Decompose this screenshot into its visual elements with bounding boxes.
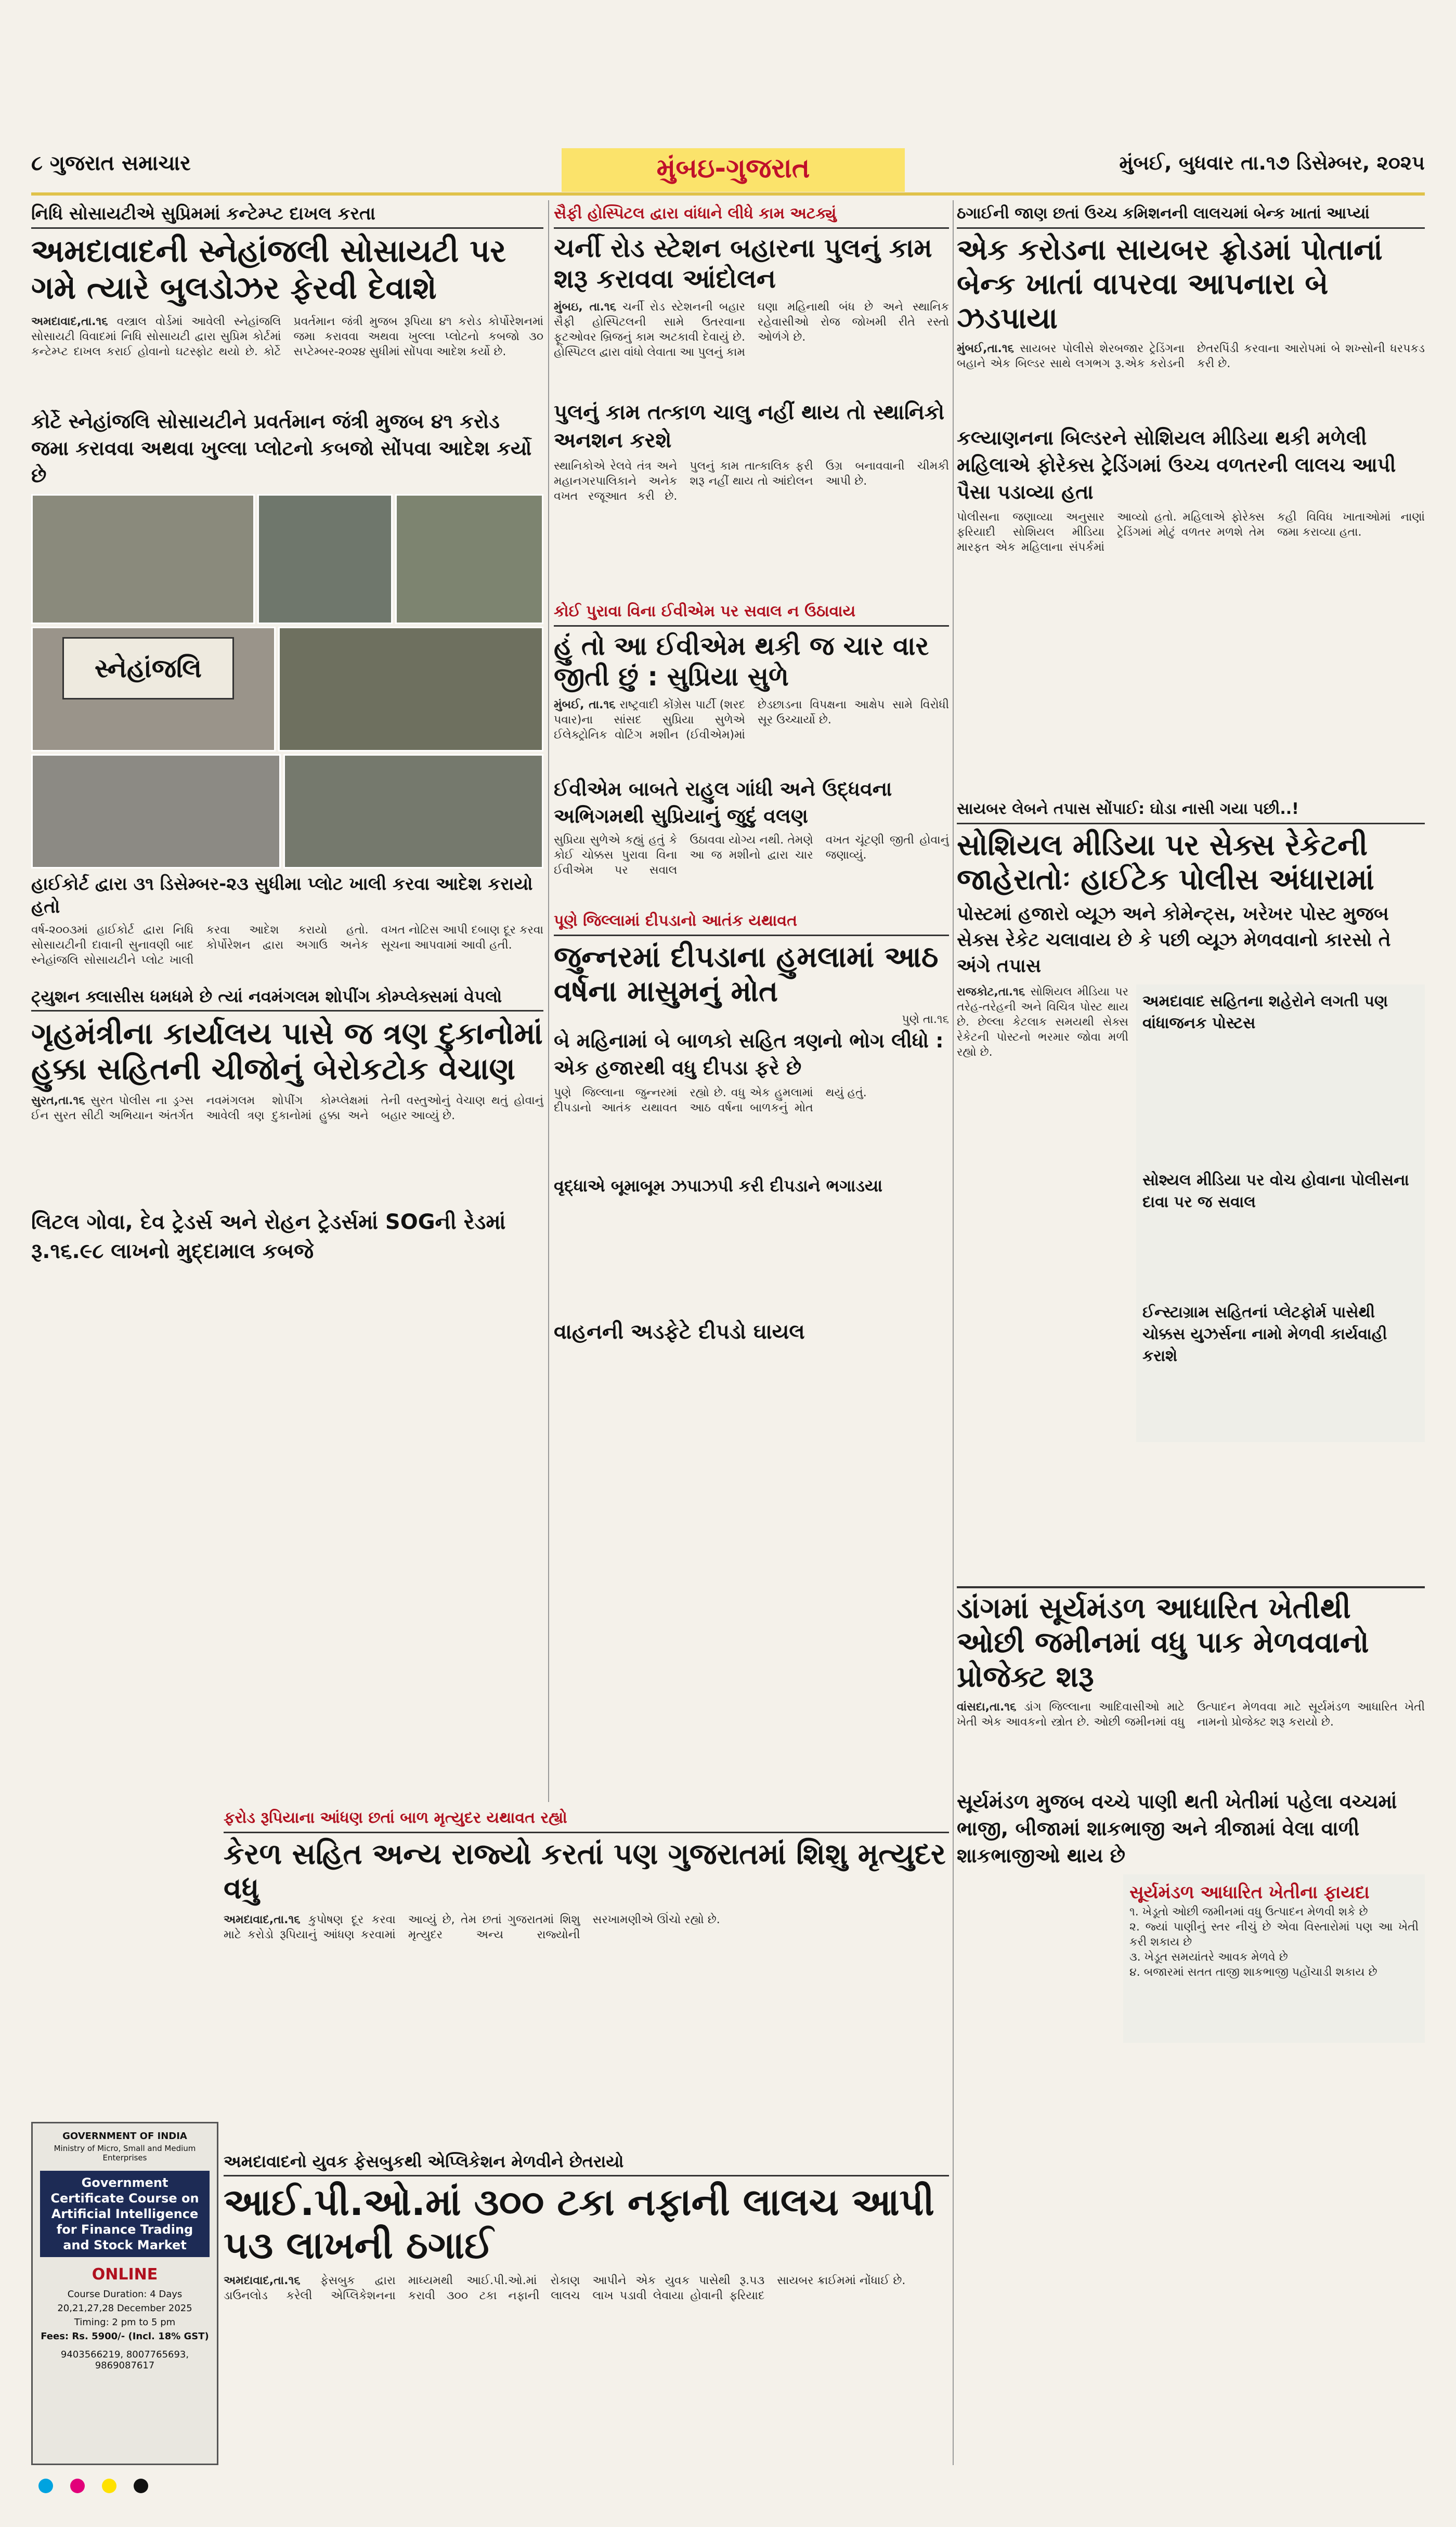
section-title: મુંબઇ-ગુજરાત xyxy=(562,148,905,192)
story-dang-farming xyxy=(957,1586,1425,2257)
benefit-item: ૨. જ્યાં પાણીનું સ્તર નીચું છે એવા વિસ્તારોમાં પણ આ ખેતી કરી શકાય છે xyxy=(1129,1921,1419,1949)
masthead-rule xyxy=(31,192,1425,196)
story-text: રાષ્ટ્રવાદી કોંગ્રેસ પાર્ટી (શરદ પવાર)ના સાંસદ સુપ્રિયા સુળેએ ઈલેક્ટ્રોનિક વોટિંગ મશીન (ઈવીએમ)માં છેડછાડના વિપક્ષના આક્ષેપ સામે વિરોધી સૂર ઉચ્ચાર્યો છે. xyxy=(554,698,949,742)
story-subhead: પોસ્ટમાં હજારો વ્યૂઝ અને કોમેન્ટ્સ, ખરેખર પોસ્ટ મુજબ સેક્સ રેકેટ ચલાવાય છે કે પછી વ્યૂઝ મેળવવાનો કારસો તે અંગે તપાસ xyxy=(957,903,1391,977)
box-title: સૂર્યમંડળ આધારિત ખેતીના ફાયદા xyxy=(1129,1882,1370,1903)
ad-contact[interactable]: 9403566219, 8007765693, 9869087617 xyxy=(60,2349,189,2371)
page-badge: ૮ ગુજરાત સમાચાર xyxy=(31,151,191,175)
story-text: સુરત પોલીસ ના ડ્રગ્સ ઈન સુરત સીટી અભિયાન અંતર્ગત નવમંગલમ શોપીંગ કોમ્પ્લેક્ષમાં આવેલી ત્રણ દુકાનોમાં હુક્કા અને તેની વસ્તુઓનું વેચાણ થતું હોવાનું બહાર આવ્યું છે. xyxy=(31,1094,543,1122)
story-body: પુણે જિલ્લાના જુન્નરમાં દીપડાનો આતંક યથાવત રહ્યો છે. વધુ એક હુમલામાં આઠ વર્ષના બાળકનું મોત થયું હતું. xyxy=(554,1086,867,1115)
story-body xyxy=(31,314,543,408)
story-body-2: સુપ્રિયા સુળેએ કહ્યું હતું કે કોઈ ચોક્કસ પુરાવા વિના ઈવીએમ પર સવાલ ઉઠાવવા યોગ્ય નથી. તેમણે આ જ મશીનો દ્વારા ચાર વખત ચૂંટણી જીતી હોવાનું જણાવ્યું. xyxy=(554,834,949,877)
story-headline: જુન્નરમાં દીપડાના હુમલામાં આઠ વર્ષના માસુમનું મોત xyxy=(554,940,939,1009)
ad-duration: Course Duration: 4 Days xyxy=(67,2289,183,2300)
story-supriya-sule xyxy=(554,598,949,900)
story-subhead: સૂર્યમંડળ મુજબ વચ્ચે પાણી થતી ખેતીમાં પહેલા વચ્ચમાં ભાજી, બીજામાં શાકભાજી અને ત્રીજામાં વેલા વાળી શાકભાજીઓ થાય છે xyxy=(957,1790,1397,1868)
ad-ministry: Ministry of Micro, Small and Medium Enterprises xyxy=(54,2144,196,2162)
story-kicker: ફરોડ રૂપિયાના આંધણ છતાં બાળ મૃત્યુદર યથાવત રહ્યો xyxy=(224,1805,949,1833)
story-social-media-racket xyxy=(957,796,1425,1581)
ad-mode: ONLINE xyxy=(92,2265,158,2284)
ad-fee: Fees: Rs. 5900/- (Incl. 18% GST) xyxy=(41,2331,209,2342)
story-subhead: પુલનું કામ તત્કાળ ચાલુ નહીં થાય તો સ્થાનિકો અનશન કરશે xyxy=(554,400,945,452)
story-text: સાયબર પોલીસે શેરબજાર ટ્રેડિંગના બહાને એક બિલ્ડર સાથે લગભગ રૂ.એક કરોડની છેતરપિંડી કરવાના આરોપમાં બે શખ્સોની ધરપકડ કરી છે. xyxy=(957,342,1425,371)
story-body xyxy=(554,697,949,775)
story-dateline: પુણે તા.૧૬ xyxy=(902,1013,949,1027)
benefit-item: ૧. ખેડૂતો ઓછી જમીનમાં વધુ ઉત્પાદન મેળવી શકે છે xyxy=(1129,1906,1368,1919)
story-body xyxy=(957,1700,1425,1788)
box-subhead: સોશ્યલ મીડિયા પર વોચ હોવાના પોલીસના દાવા પર જ સવાલ xyxy=(1142,1171,1409,1212)
masthead xyxy=(31,148,1425,195)
benefit-item: ૪. બજારમાં સતત તાજી શાકભાજી પહોંચાડી શકાય છે xyxy=(1129,1966,1377,1979)
story-kicker: કોઈ પુરાવા વિના ઈવીએમ પર સવાલ ન ઉઠાવાય xyxy=(554,598,949,627)
story-dateline: મુંબઈ,તા.૧૬ xyxy=(957,342,1014,356)
story-body xyxy=(554,300,949,398)
story-dateline: મુંબઇ, તા.૧૬ xyxy=(554,301,617,314)
photo-collage xyxy=(31,494,543,869)
story-body xyxy=(224,1912,949,1942)
black-dot xyxy=(134,2479,148,2493)
story-dateline: અમદાવાદ,તા.૧૬ xyxy=(224,2274,301,2287)
photo-plot xyxy=(31,754,281,869)
photo-road xyxy=(395,494,543,624)
story-body xyxy=(957,341,1425,424)
story-headline: કેરળ સહિત અન્ય રાજ્યો કરતાં પણ ગુજરાતમાં શિશુ મૃત્યુદર વધુ xyxy=(224,1837,946,1906)
benefits-box xyxy=(1123,1874,1425,2043)
ad-title: Government Certificate Course on Artificial Intelligence for Finance Trading and Stock Market xyxy=(40,2171,210,2257)
story-headline: અમદાવાદની સ્નેહાંજલી સોસાયટી પર ગમે ત્યારે બુલડોઝર ફેરવી દેવાશે xyxy=(31,233,506,306)
story-dateline: સુરત,તા.૧૬ xyxy=(31,1094,85,1107)
story-headline: હું તો આ ઈવીએમ થકી જ ચાર વાર જીતી છું : સુપ્રિયા સુળે xyxy=(554,631,929,692)
story-kicker: સૈફી હોસ્પિટલ દ્વારા વાંધાને લીધે કામ અટક્યું xyxy=(554,200,949,229)
story-kicker: પૂણે જિલ્લામાં દીપડાનો આતંક યથાવત xyxy=(554,908,949,936)
story-subhead: બે મહિનામાં બે બાળકો સહિત ત્રણનો ભોગ લીધો : એક હજારથી વધુ દીપડા ફરે છે xyxy=(554,1029,944,1080)
ad-dates: 20,21,27,28 December 2025 xyxy=(57,2303,192,2314)
box-title: અમદાવાદ સહિતના શહેરોને લગતી પણ વાંધાજનક પોસ્ટસ xyxy=(1142,992,1388,1033)
story-body-2: સ્થાનિકોએ રેલવે તંત્ર અને મહાનગરપાલિકાને અનેક વખત રજૂઆત કરી છે. પુલનું કામ તાત્કાલિક ફરી શરૂ નહીં થાય તો આંદોલન ઉગ્ર બનાવવાની ચીમકી આપી છે. xyxy=(554,460,949,503)
story-headline: એક કરોડના સાયબર ફ્રોડમાં પોતાનાં બેન્ક ખાતાં વાપરવા આપનારા બે ઝડપાયા xyxy=(957,233,1383,336)
print-registration-marks xyxy=(31,2476,1425,2496)
story-ipo-fraud xyxy=(224,2148,949,2465)
cyan-dot xyxy=(38,2479,53,2493)
story-body xyxy=(31,1093,543,1208)
story-dateline: રાજકોટ,તા.૧૬ xyxy=(957,986,1025,999)
story-headline: ચર્ની રોડ સ્ટેશન બહારના પુલનું કામ શરૂ કરાવવા આંદોલન xyxy=(554,233,932,294)
story-hookah-shops xyxy=(31,983,543,1597)
ad-certificate-course[interactable] xyxy=(31,2122,218,2465)
story-columns xyxy=(957,984,1425,1442)
story-subhead: લિટલ ગોવા, દેવ ટ્રેડર્સ અને રોહન ટ્રેડર્સમાં SOGની રેડમાં રૂ.૧૬.૯૮ લાખનો મુદ્દામાલ કબજે xyxy=(31,1210,506,1263)
story-subhead: ઈવીએમ બાબતે રાહુલ ગાંધી અને ઉદ્ધવના અભિગમથી સુપ્રિયાનું જુદું વલણ xyxy=(554,777,892,827)
story-kicker: અમદાવાદનો યુવક ફેસબુકથી એપ્લિકેશન મેળવીને છેતરાયો xyxy=(224,2148,949,2176)
story-body xyxy=(957,984,1128,1442)
sidebar-box xyxy=(1136,984,1425,1442)
column-divider xyxy=(548,200,549,1802)
story-body xyxy=(224,2273,949,2303)
story-headline: ડાંગમાં સૂર્યમંડળ આધારિત ખેતીથી ઓછી જમીનમાં વધુ પાક મેળવવાનો પ્રોજેક્ટ શરૂ xyxy=(957,1586,1425,1694)
ad-timing: Timing: 2 pm to 5 pm xyxy=(74,2317,176,2328)
magenta-dot xyxy=(70,2479,85,2493)
yellow-dot xyxy=(102,2479,116,2493)
story-dateline: અમદાવાદ,તા.૧૬ xyxy=(31,315,108,328)
story-subhead-3: વાહનની અડફેટે દીપડો ઘાયલ xyxy=(554,1320,805,1344)
photo-houses xyxy=(257,494,393,624)
story-subhead-2: વૃદ્ધાએ બૂમાબૂમ ઝપાઝપી કરી દીપડાને ભગાડયા xyxy=(554,1176,883,1196)
story-body-2: પોલીસના જણાવ્યા અનુસાર ફરિયાદી સોશિયલ મીડિયા મારફત એક મહિલાના સંપર્કમાં આવ્યો હતો. મહિલાએ ફોરેક્સ ટ્રેડિંગમાં મોટું વળતર મળશે તેમ કહી વિવિધ ખાતાઓમાં નાણાં જમા કરાવ્યા હતા. xyxy=(957,511,1425,554)
story-text: સોશિયલ મીડિયા પર તરેહ-તરેહની અને વિચિત્ર પોસ્ટ થાય છે. છેલ્લા કેટલાક સમયથી સેક્સ રેકેટની પોસ્ટનો ભરમાર જોવા મળી રહ્યો છે. xyxy=(957,986,1128,1059)
story-leopard-attack xyxy=(554,908,949,1620)
story-subhead-2: હાઈકોર્ટ દ્વારા ૩૧ ડિસેમ્બર-૨૩ સુધીમા પ્લોટ ખાલી કરવા આદેશ કરાયો હતો xyxy=(31,873,533,917)
story-subhead: કોર્ટે સ્નેહાંજલિ સોસાયટીને પ્રવર્તમાન જંત્રી મુજબ ૪૧ કરોડ જમા કરાવવા અથવા ખુલ્લા પ્લોટનો કબજો સોંપવા આદેશ કર્યો છે xyxy=(31,409,532,487)
photo-residents xyxy=(278,627,543,751)
column-divider xyxy=(953,200,954,2465)
story-headline: ગૃહમંત્રીના કાર્યાલય પાસે જ ત્રણ દુકાનોમાં હુક્કા સહિતની ચીજોનું બેરોકટોક વેચાણ xyxy=(31,1016,543,1087)
story-charni-road xyxy=(554,200,949,595)
story-kicker: ઠગાઈની જાણ છતાં ઉચ્ચ કમિશનની લાલચમાં બેન્ક ખાતાં આપ્યાં xyxy=(957,200,1425,229)
story-dateline: વાંસદા,તા.૧૬ xyxy=(957,1701,1017,1714)
story-subhead: કલ્યાણનના બિલ્ડરને સોશિયલ મીડિયા થકી મળેલી મહિલાએ ફોરેક્સ ટ્રેડિંગમાં ઉચ્ચ વળતરની લાલચ આપી પૈસા પડાવ્યા હતા xyxy=(957,426,1396,504)
photo-meeting xyxy=(283,754,543,869)
box-subhead-2: ઈન્સ્ટાગ્રામ સહિતનાં પ્લેટફોર્મ પાસેથી ચોક્કસ યુઝર્સના નામો મેળવી કાર્યવાહી કરાશે xyxy=(1142,1303,1387,1366)
story-kicker: નિધિ સોસાયટીએ સુપ્રિમમાં કન્ટેમ્પ્ટ દાખલ કરતા xyxy=(31,200,543,229)
story-dateline: મુંબઈ, તા.૧૬ xyxy=(554,698,616,711)
story-snehanjali xyxy=(31,200,543,975)
issue-dateline: મુંબઈ, બુધવાર તા.૧૭ ડિસેમ્બર, ૨૦૨૫ xyxy=(1119,151,1425,174)
society-nameboard: સ્નેહાંજલિ xyxy=(62,637,234,699)
story-kicker: ટ્યુશન ક્લાસીસ ધમધમે છે ત્યાં નવમંગલમ શોપીંગ કોમ્પ્લેક્સમાં વેપલો xyxy=(31,983,543,1012)
story-headline: સોશિયલ મીડિયા પર સેક્સ રેકેટની જાહેરાતોઃ હાઈટેક પોલીસ અંધારામાં xyxy=(957,828,1374,897)
story-cyber-fraud xyxy=(957,200,1425,788)
story-body-2: વર્ષ-૨૦૦૩માં હાઈકોર્ટ દ્વારા નિધિ સોસાયટીની દાવાની સુનાવણી બાદ સ્નેહાંજલિ સોસાયટીને પ્લોટ ખાલી કરવા આદેશ કરાયો હતો. કોર્પોરેશન દ્વારા અગાઉ અનેક વખત નોટિસ આપી દબાણ દૂર કરવા સૂચના આપવામાં આવી હતી. xyxy=(31,923,543,967)
story-dateline: અમદાવાદ,તા.૧૬ xyxy=(224,1913,301,1927)
photo-street xyxy=(31,494,255,624)
story-text: કુપોષણ દૂર કરવા માટે કરોડો રૂપિયાનું આંધણ કરવામાં આવ્યું છે, તેમ છતાં ગુજરાતમાં શિશુ મૃત્યુદર અન્ય રાજ્યોની સરખામણીએ ઊંચો રહ્યો છે. xyxy=(224,1913,720,1942)
benefit-item: ૩. ખેડૂત સમયાંતરે આવક મેળવે છે xyxy=(1129,1951,1288,1964)
story-text: ફેસબુક દ્વારા ડાઉનલોડ કરેલી એપ્લિકેશનના માધ્યમથી આઈ.પી.ઓ.માં રોકાણ કરાવી ૩૦૦ ટકા નફાની લાલચ આપીને એક યુવક પાસેથી રૂ.૫૩ લાખ પડાવી લેવાયા હોવાની ફરિયાદ સાયબર ક્રાઈમમાં નોંધાઈ છે. xyxy=(224,2274,906,2302)
story-text: ચર્ની રોડ સ્ટેશનની બહાર સૈફી હોસ્પિટલની સામે ઉતરવાના ફૂટઓવર બ્રિજનું કામ અટકાવી દેવાયું છે. હોસ્પિટલ દ્વારા વાંધો લેવાતા આ પુલનું કામ ઘણા મહિનાથી બંધ છે અને સ્થાનિક રહેવાસીઓ રોજ જોખમી રીતે રસ્તો ઓળંગે છે. xyxy=(554,301,949,359)
ad-org: GOVERNMENT OF INDIA xyxy=(62,2131,187,2142)
story-infant-mortality xyxy=(224,1805,949,2137)
story-kicker: સાયબર લેબને તપાસ સોંપાઈ: ઘોડા નાસી ગયા પછી..! xyxy=(957,796,1425,824)
story-text: વસ્ત્રાલ વોર્ડમાં આવેલી સ્નેહાંજલિ સોસાયટી વિવાદમાં નિધિ સોસાયટી દ્વારા સુપ્રિમ કોર્ટમાં કન્ટેમ્પ્ટ દાખલ કરાઈ હોવાનો ઘટસ્ફોટ થયો છે. કોર્ટે પ્રવર્તમાન જંત્રી મુજબ રૂપિયા ૪૧ કરોડ કોર્પોરેશનમાં જમા કરાવવા અથવા ખુલ્લા પ્લોટનો કબજો ૩૦ સપ્ટેમ્બર-૨૦૨૪ સુધીમાં સોંપવા આદેશ કર્યો છે. xyxy=(31,315,543,358)
story-text: ડાંગ જિલ્લાના આદિવાસીઓ માટે ખેતી એક આવકનો સ્ત્રોત છે. ઓછી જમીનમાં વધુ ઉત્પાદન મેળવવા માટે સૂર્યમંડળ આધારિત ખેતી નામનો પ્રોજેક્ટ શરૂ કરાયો છે. xyxy=(957,1701,1425,1729)
story-spacer xyxy=(554,1198,949,1317)
story-headline: આઈ.પી.ઓ.માં ૩૦૦ ટકા નફાની લાલચ આપી ૫૩ લાખની ઠગાઈ xyxy=(224,2180,934,2267)
